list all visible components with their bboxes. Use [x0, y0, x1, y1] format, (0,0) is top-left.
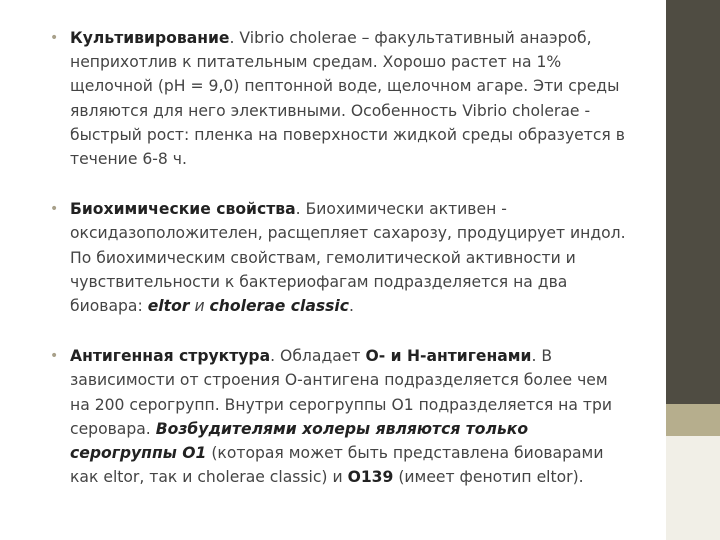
bullet-heading: Культивирование: [70, 29, 230, 47]
bullet-text-part1: . Обладает: [270, 347, 366, 366]
antigens-term: О- и Н-антигенами: [365, 347, 532, 366]
bullet-text-part2: . В зависимости от строения О-антигена подразделяется более чем на 200 серогрупп. Внутри серогруппы О1 подразделяется на три серовара.: [70, 347, 612, 438]
biovar-eltor: eltor: [147, 297, 190, 316]
decorative-sidebar: [666, 0, 720, 540]
bullet-text-part3: (которая может быть представлена биоварами как eltor, так и cholerae classic) и: [70, 444, 604, 487]
bullet-cultivation: [50, 26, 630, 171]
sidebar-light-segment: [666, 436, 720, 540]
bullet-text: . Биохимически активен - оксидазоположителен, расщепляет сахарозу, продуцирует индол. По биохимическим свойствам, гемолитической активности и чувствительности к бактериофагам подразделяется на два биовара:: [70, 200, 626, 316]
bullet-biochemical: [50, 197, 630, 318]
bullet-heading: Биохимические свойства: [70, 200, 296, 219]
biovar-and: и: [189, 297, 210, 316]
bullet-heading: Антигенная структура: [70, 347, 271, 366]
o139-term: О139: [347, 468, 394, 487]
bullet-end: .: [349, 297, 354, 316]
bullet-text: . Vibrio cholerae – факультативный анаэроб, неприхотлив к питательным средам. Хорошо растет на 1% щелочной (рН = 9,0) пептонной воде, щелочном агаре. Эти среды являются для него элективными. Особенность Vibrio cholerae - быстрый рост: пленка на поверхности жидкой среды образуется в течение 6-8 ч.: [70, 29, 625, 169]
emphasis-text: Возбудителями холеры являются только серогруппы О1: [70, 419, 529, 463]
sidebar-dark-segment: [666, 0, 720, 404]
sidebar-accent-segment: [666, 404, 720, 436]
bullet-antigenic: [50, 344, 630, 489]
biovar-classic: cholerae classic: [209, 297, 350, 316]
slide-content: [50, 26, 630, 515]
bullet-text-part4: (имеет фенотип eltor).: [393, 468, 584, 487]
